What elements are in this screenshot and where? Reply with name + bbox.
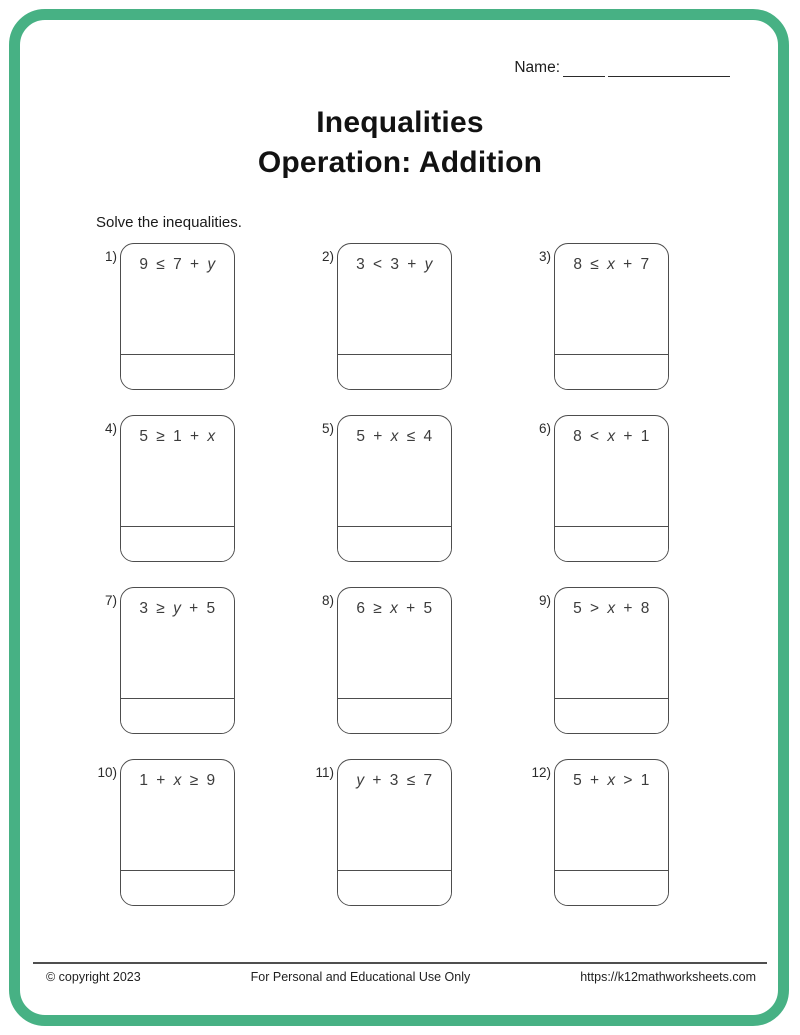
problem-number: 9) (538, 593, 551, 608)
problem-cell (307, 587, 455, 734)
problem-box (337, 587, 452, 734)
problem-cell (524, 243, 672, 390)
problem-box (337, 759, 452, 906)
answer-area (555, 354, 668, 389)
name-blank-line-short (563, 59, 605, 77)
problems-grid (90, 243, 672, 906)
problem-expression: 5 + x > 1 (573, 772, 650, 789)
problem-number: 6) (538, 421, 551, 436)
answer-area (555, 526, 668, 561)
problem-box (554, 243, 669, 390)
problem-number: 12) (531, 765, 551, 780)
footer-copyright: © copyright 2023 (46, 970, 141, 984)
problem-cell (524, 759, 672, 906)
footer-usage-note: For Personal and Educational Use Only (250, 970, 471, 984)
footer-divider (33, 962, 767, 964)
problem-expression: 8 ≤ x + 7 (573, 256, 650, 273)
footer (46, 970, 756, 984)
answer-area (338, 698, 451, 733)
title-line-2: Operation: Addition (257, 146, 543, 179)
problem-cell (524, 587, 672, 734)
problem-expression: 5 ≥ 1 + x (139, 428, 216, 445)
problem-number: 8) (321, 593, 334, 608)
problem-expression: 5 + x ≤ 4 (356, 428, 433, 445)
problem-box (337, 415, 452, 562)
answer-area (338, 870, 451, 905)
problem-box (554, 587, 669, 734)
problem-cell (90, 587, 238, 734)
problem-number: 10) (97, 765, 117, 780)
problem-cell (307, 415, 455, 562)
problem-expression: 8 < x + 1 (573, 428, 650, 445)
problem-number: 1) (104, 249, 117, 264)
answer-area (121, 354, 234, 389)
name-blank-line-long (608, 59, 730, 77)
problem-number: 7) (104, 593, 117, 608)
problem-box (120, 759, 235, 906)
problem-cell (90, 243, 238, 390)
instruction-text: Solve the inequalities. (96, 214, 242, 231)
problem-number: 3) (538, 249, 551, 264)
problem-cell (90, 415, 238, 562)
problem-box (120, 243, 235, 390)
problem-box (120, 415, 235, 562)
problem-box (554, 415, 669, 562)
answer-area (121, 870, 234, 905)
problem-expression: y + 3 ≤ 7 (356, 772, 433, 789)
page-title (0, 103, 800, 183)
answer-area (338, 526, 451, 561)
problem-expression: 1 + x ≥ 9 (139, 772, 216, 789)
answer-area (338, 354, 451, 389)
title-line-1: Inequalities (316, 106, 484, 139)
problem-box (554, 759, 669, 906)
answer-area (555, 698, 668, 733)
problem-cell (307, 243, 455, 390)
name-field (514, 59, 730, 77)
problem-expression: 5 > x + 8 (573, 600, 650, 617)
problem-cell (524, 415, 672, 562)
problem-number: 11) (315, 765, 334, 780)
name-label: Name: (514, 59, 560, 76)
problem-number: 5) (321, 421, 334, 436)
answer-area (555, 870, 668, 905)
problem-expression: 9 ≤ 7 + y (139, 256, 216, 273)
problem-expression: 6 ≥ x + 5 (356, 600, 433, 617)
problem-cell (307, 759, 455, 906)
problem-number: 2) (321, 249, 334, 264)
problem-cell (90, 759, 238, 906)
problem-box (120, 587, 235, 734)
answer-area (121, 698, 234, 733)
answer-area (121, 526, 234, 561)
problem-expression: 3 < 3 + y (356, 256, 433, 273)
problem-expression: 3 ≥ y + 5 (139, 600, 216, 617)
problem-box (337, 243, 452, 390)
footer-url: https://k12mathworksheets.com (580, 970, 756, 984)
problem-number: 4) (104, 421, 117, 436)
